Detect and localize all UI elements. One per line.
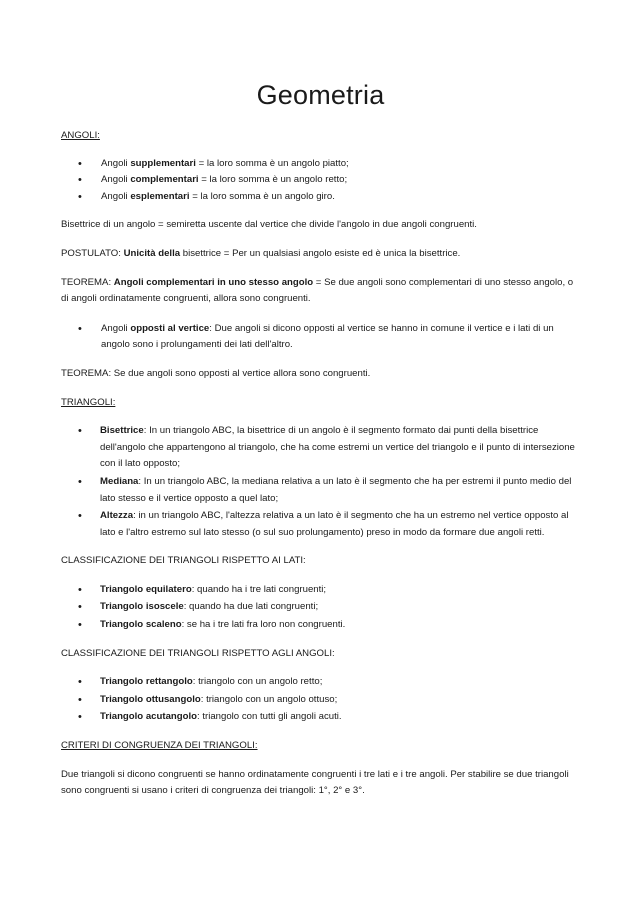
list-item: • Triangolo isoscele: quando ha due lati congruenti; — [61, 599, 580, 616]
list-item: • Angoli esplementari = la loro somma è un angolo giro. — [61, 189, 580, 206]
paragraph-teorema-opposti: TEOREMA: Se due angoli sono opposti al vertice allora sono congruenti. — [61, 367, 371, 379]
list-lati — [61, 582, 580, 634]
list-opposti — [61, 321, 580, 354]
page-title: Geometria — [256, 80, 385, 110]
paragraph-criteri: Due triangoli si dicono congruenti se hanno ordinatamente congruenti i tre lati e i tre angoli. Per stabilire se due triangoli sono congruenti si usano i criteri di congruenza dei triangoli: 1°, 2° e 3°. — [61, 768, 569, 797]
list-item: • Triangolo rettangolo: triangolo con un angolo retto; — [61, 674, 580, 691]
list-item: • Triangolo equilatero: quando ha i tre lati congruenti; — [61, 582, 580, 599]
list-item: • Altezza: in un triangolo ABC, l'altezza relativa a un lato è il segmento che ha un estremo nel vertice opposto al lato e l'altro estremo sul lato stesso (o sul suo prolungamento) preso in modo da formare due angoli retti. — [61, 508, 580, 541]
paragraph-postulato: POSTULATO: Unicità della bisettrice = Per un qualsiasi angolo esiste ed è unica la bisettrice. — [61, 247, 461, 259]
list-item: • Angoli supplementari = la loro somma è un angolo piatto; — [61, 156, 580, 173]
document-body — [61, 128, 580, 800]
list-item: • Angoli complementari = la loro somma è un angolo retto; — [61, 172, 580, 189]
list-item: • Triangolo scaleno: se ha i tre lati fra loro non congruenti. — [61, 617, 580, 634]
list-item: • Triangolo acutangolo: triangolo con tutti gli angoli acuti. — [61, 709, 580, 726]
section-heading-angoli-class: CLASSIFICAZIONE DEI TRIANGOLI RISPETTO AGLI ANGOLI: — [61, 647, 335, 659]
list-item: • Angoli opposti al vertice: Due angoli si dicono opposti al vertice se hanno in comune il vertice e i lati di un angolo sono i prolungamenti dei lati dell'altro. — [61, 321, 580, 354]
paragraph-teorema-complementari: TEOREMA: Angoli complementari in uno stesso angolo = Se due angoli sono complementari di uno stesso angolo, o di angoli ordinatamente congruenti, allora sono congruenti. — [61, 276, 574, 305]
section-heading-criteri: CRITERI DI CONGRUENZA DEI TRIANGOLI: — [61, 740, 258, 752]
section-heading-triangoli: TRIANGOLI: — [61, 396, 116, 408]
list-angoli — [61, 156, 580, 206]
list-item: • Mediana: In un triangolo ABC, la mediana relativa a un lato è il segmento che ha per estremi il punto medio del lato stesso e il vertice opposto a quel lato; — [61, 474, 580, 507]
list-triangoli — [61, 423, 580, 541]
list-item: • Triangolo ottusangolo: triangolo con un angolo ottuso; — [61, 692, 580, 709]
list-angoli-class — [61, 674, 580, 726]
paragraph-bisettrice: Bisettrice di un angolo = semiretta uscente dal vertice che divide l'angolo in due angoli congruenti. — [61, 219, 477, 231]
list-item: • Bisettrice: In un triangolo ABC, la bisettrice di un angolo è il segmento formato dai punti della bisettrice dell'angolo che appartengono al triangolo, che ha come estremi un vertice del triangolo e il punto di intersezione con il lato opposto; — [61, 423, 580, 473]
section-heading-angoli: ANGOLI: — [61, 130, 100, 141]
section-heading-lati: CLASSIFICAZIONE DEI TRIANGOLI RISPETTO AI LATI: — [61, 555, 306, 567]
